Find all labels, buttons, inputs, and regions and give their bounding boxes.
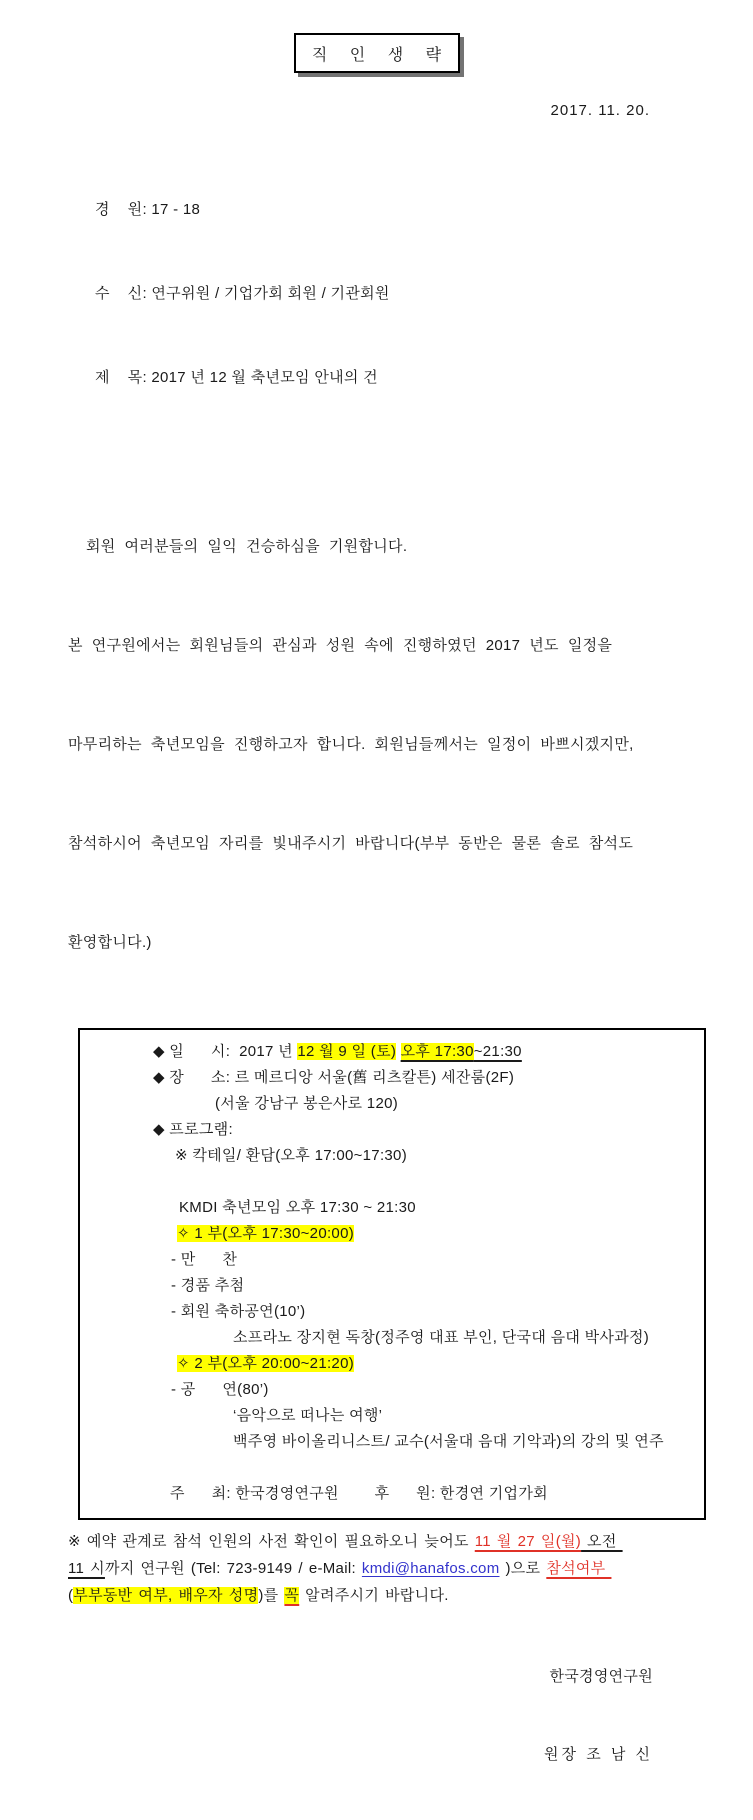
text-run: 오전 xyxy=(581,1533,623,1550)
signature-block xyxy=(0,1612,753,1820)
event-box-line xyxy=(80,1091,698,1117)
document-meta xyxy=(0,140,753,448)
event-box-line xyxy=(80,1039,698,1065)
blank-line xyxy=(80,1455,698,1481)
text-run: ✧ 2 부(오후 20:00~21:20) xyxy=(177,1355,355,1372)
text-run: ‘음악으로 떠나는 여행’ xyxy=(233,1407,383,1424)
event-box-line xyxy=(80,1143,698,1169)
stamp-omitted-label: 직 인 생 략 xyxy=(311,47,451,64)
event-box-line xyxy=(80,1065,698,1091)
text-run: ※ 칵테일/ 환담(오후 17:00~17:30) xyxy=(175,1147,407,1164)
blank-line xyxy=(80,1169,698,1195)
text-run: 11 시 xyxy=(68,1560,105,1577)
event-box-line xyxy=(80,1429,698,1455)
text-run: 11 월 27 일(월) xyxy=(474,1533,582,1550)
text-run: 오후 17:30 xyxy=(400,1043,474,1060)
meta-line-recipient: 수 신: 연구위원 / 기업가회 회원 / 기관회원 xyxy=(95,285,390,302)
event-box-line xyxy=(80,1117,698,1143)
text-run: ~21:30 xyxy=(473,1043,522,1060)
rsvp-note xyxy=(0,1528,753,1609)
rsvp-note-line xyxy=(68,1528,693,1555)
text-run: 꼭 xyxy=(284,1587,300,1604)
text-run: - 경품 추첨 xyxy=(171,1277,245,1294)
text-run: ◆ 일 시: 2017 년 xyxy=(153,1043,298,1060)
text-run: ( xyxy=(68,1587,74,1604)
text-run: ◆ 장 소: 르 메르디앙 서울(舊 리츠칼튼) 세잔룸(2F) xyxy=(153,1069,515,1086)
text-run: KMDI 축년모임 오후 17:30 ~ 21:30 xyxy=(179,1199,416,1216)
text-run: 소프라노 장지현 독창(정주영 대표 부인, 단국대 음대 박사과정) xyxy=(233,1329,650,1346)
event-box-line xyxy=(80,1221,698,1247)
text-run: ◆ 프로그램: xyxy=(153,1121,233,1138)
document-date: 2017. 11. 20. xyxy=(550,102,650,119)
text-run: - 회원 축하공연(10’) xyxy=(171,1303,306,1320)
meta-line-doc-number: 경 원: 17 - 18 xyxy=(95,201,201,218)
event-details-box xyxy=(78,1028,706,1520)
paragraph-line: 환영합니다.) xyxy=(68,934,152,951)
text-run: 12 월 9 일 (토) xyxy=(297,1043,397,1060)
event-box-line xyxy=(80,1195,698,1221)
text-run: 주 최: 한국경영연구원 후 원: 한경연 기업가회 xyxy=(170,1485,548,1502)
text-run: )를 xyxy=(258,1587,285,1604)
meta-line-subject: 제 목: 2017 년 12 월 축년모임 안내의 건 xyxy=(95,369,378,386)
text-run: )으로 xyxy=(499,1560,547,1577)
rsvp-note-line xyxy=(68,1582,693,1609)
greeting-paragraph xyxy=(0,464,753,1025)
text-run: 까지 연구원 (Tel: 723-9149 / e-Mail: xyxy=(104,1560,362,1577)
event-box-line xyxy=(80,1325,698,1351)
text-run: ※ 예약 관계로 참석 인원의 사전 확인이 필요하오니 늦어도 xyxy=(68,1533,475,1550)
paragraph-line: 회원 여러분들의 일익 건승하심을 기원합니다. xyxy=(68,538,408,555)
paragraph-line: 마무리하는 축년모임을 진행하고자 합니다. 회원님들께서는 일정이 바쁘시겠지만, xyxy=(68,736,634,753)
rsvp-note-line xyxy=(68,1555,693,1582)
text-run: 부부동반 여부, 배우자 성명 xyxy=(73,1587,259,1604)
event-box-line xyxy=(80,1481,698,1507)
event-box-line xyxy=(80,1403,698,1429)
event-box-line xyxy=(80,1351,698,1377)
text-run: 참석여부 xyxy=(546,1560,612,1577)
event-box-line xyxy=(80,1247,698,1273)
signature-org: 한국경영연구원 xyxy=(549,1668,653,1685)
text-run xyxy=(396,1043,400,1060)
stamp-omitted-box xyxy=(294,33,460,73)
text-run: 알려주시기 바랍니다. xyxy=(299,1587,449,1604)
email-link[interactable]: kmdi@hanafos.com xyxy=(361,1560,500,1577)
text-run: - 만 찬 xyxy=(171,1251,238,1268)
event-box-line xyxy=(80,1377,698,1403)
text-run: - 공 연(80’) xyxy=(171,1381,269,1398)
paragraph-line: 본 연구원에서는 회원님들의 관심과 성원 속에 진행하였던 2017 년도 일정을 xyxy=(68,637,613,654)
paragraph-line: 참석하시어 축년모임 자리를 빛내주시기 바랍니다(부부 동반은 물론 솔로 참석도 xyxy=(68,835,634,852)
event-box-line xyxy=(80,1273,698,1299)
signature-president: 원장 조 남 신 xyxy=(544,1746,653,1763)
text-run: 백주영 바이올리니스트/ 교수(서울대 음대 기악과)의 강의 및 연주 xyxy=(233,1433,664,1450)
text-run: (서울 강남구 봉은사로 120) xyxy=(215,1095,399,1112)
text-run: ✧ 1 부(오후 17:30~20:00) xyxy=(177,1225,355,1242)
event-box-line xyxy=(80,1299,698,1325)
